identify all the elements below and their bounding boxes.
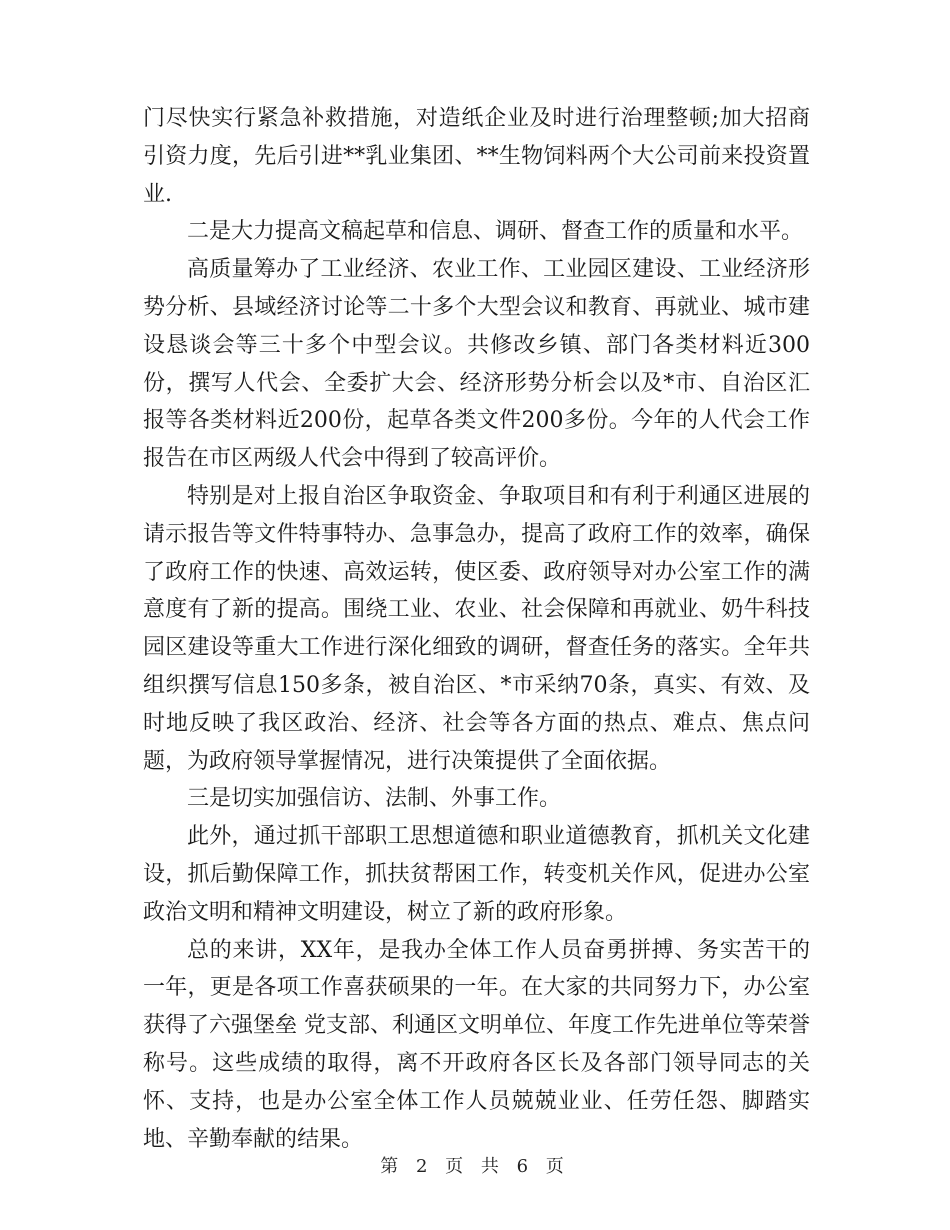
paragraph: 门尽快实行紧急补救措施，对造纸企业及时进行治理整顿;加大招商引资力度，先后引进**乳业集团、**生物饲料两个大公司前来投资置业. — [143, 106, 810, 207]
paragraph: 三是切实加强信访、法制、外事工作。 — [187, 786, 562, 812]
paragraph: 总的来讲，XX年，是我办全体工作人员奋勇拼搏、务实苦干的一年，更是各项工作喜获硕果的一年。在大家的共同努力下，办公室获得了六强堡垒 党支部、利通区文明单位、年度工作先进单位等荣誉称号。这些成绩的取得，离不开政府各区长及各部门领导同志的关怀、支持，也是办公室全体工作人员兢兢业业、任劳任怨、脚踏实地、辛勤奉献的结果。 — [143, 937, 810, 1152]
paragraph: 二是大力提高文稿起草和信息、调研、督查工作的质量和水平。 — [187, 219, 804, 245]
paragraph: 高质量筹办了工业经济、农业工作、工业园区建设、工业经济形势分析、县域经济讨论等二十多个大型会议和教育、再就业、城市建设恳谈会等三十多个中型会议。共修改乡镇、部门各类材料近300份，撰写人代会、全委扩大会、经济形势分析会以及*市、自治区汇报等各类材料近200份，起草各类文件200多份。今年的人代会工作报告在市区两级人代会中得到了较高评价。 — [143, 257, 810, 472]
document-body — [143, 100, 810, 1158]
page-number-footer: 第 2 页 共 6 页 — [380, 1156, 570, 1177]
paragraph: 此外，通过抓干部职工思想道德和职业道德教育，抓机关文化建设，抓后勤保障工作，抓扶贫帮困工作，转变机关作风，促进办公室政治文明和精神文明建设，树立了新的政府形象。 — [143, 824, 810, 925]
paragraph: 特别是对上报自治区争取资金、争取项目和有利于利通区进展的请示报告等文件特事特办、急事急办，提高了政府工作的效率，确保了政府工作的快速、高效运转，使区委、政府领导对办公室工作的满意度有了新的提高。围绕工业、农业、社会保障和再就业、奶牛科技园区建设等重大工作进行深化细致的调研，督查任务的落实。全年共组织撰写信息150多条，被自治区、*市采纳70条，真实、有效、及时地反映了我区政治、经济、社会等各方面的热点、难点、焦点问题，为政府领导掌握情况，进行决策提供了全面依据。 — [143, 483, 810, 774]
